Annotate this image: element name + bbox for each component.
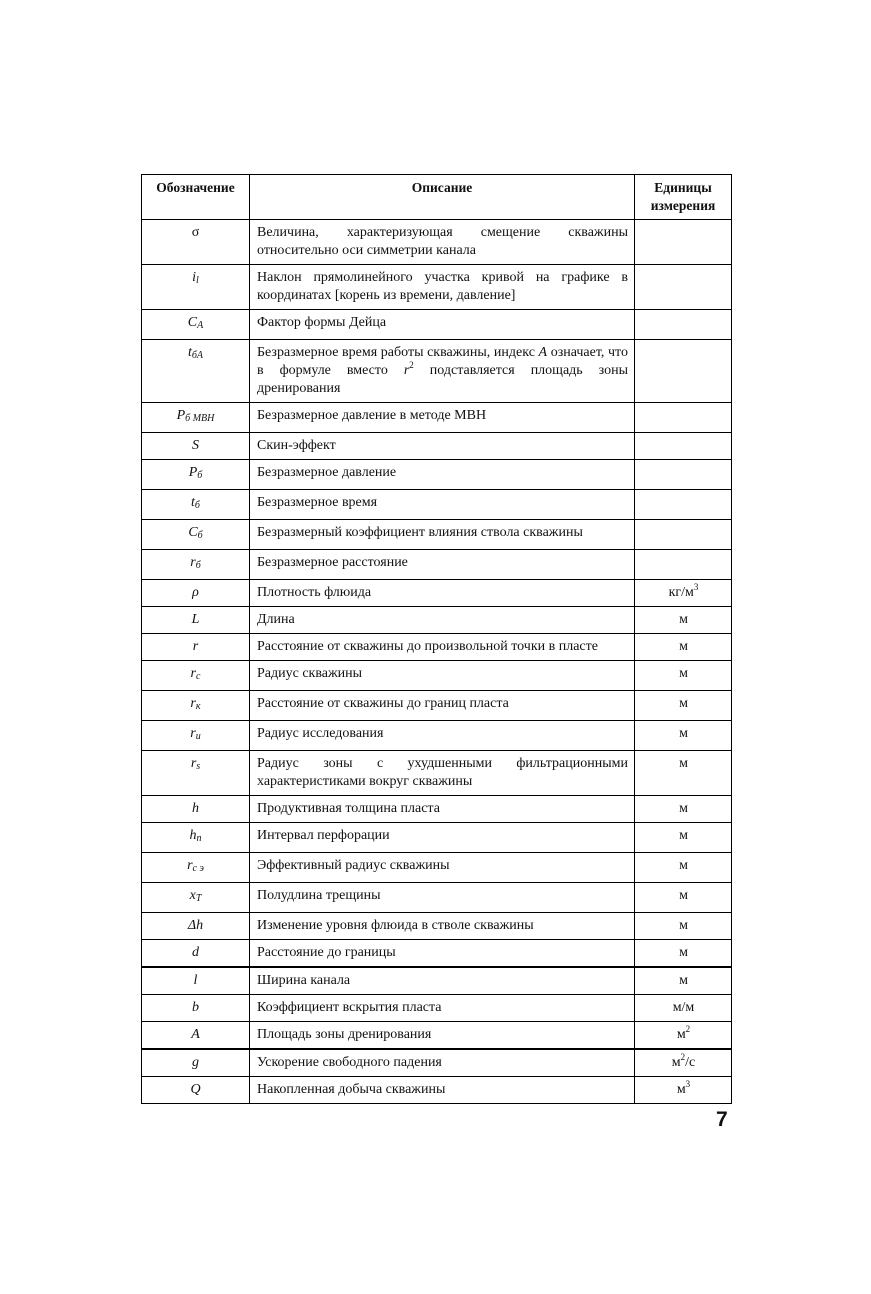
symbol-main: r <box>187 858 193 873</box>
symbol-main: P <box>176 408 186 423</box>
symbol-main: r <box>190 555 196 570</box>
units-cell <box>635 310 732 340</box>
units-cell <box>635 550 732 580</box>
description-cell: Скин-эффект <box>250 433 635 460</box>
symbol-cell <box>142 460 250 490</box>
symbol-cell <box>142 1022 250 1050</box>
description-cell: Ширина канала <box>250 967 635 995</box>
symbol-main: Δh <box>187 918 204 933</box>
table-row <box>142 433 732 460</box>
description-part: r <box>403 363 410 378</box>
unit-exponent: 2 <box>680 1052 686 1062</box>
description-cell: Интервал перфорации <box>250 823 635 853</box>
table-row <box>142 310 732 340</box>
unit-text: м <box>679 918 688 933</box>
description-part: A <box>538 345 548 360</box>
description-cell: Наклон прямолинейного участка кривой на графике в координатах [корень из времени, давление] <box>250 265 635 310</box>
symbol-cell <box>142 1049 250 1077</box>
symbol-main: l <box>193 973 198 988</box>
units-cell <box>635 265 732 310</box>
symbol-cell <box>142 796 250 823</box>
table-row <box>142 967 732 995</box>
symbol-cell <box>142 580 250 607</box>
unit-text: м <box>679 756 688 771</box>
description-cell: Безразмерное время <box>250 490 635 520</box>
unit-text: м <box>679 801 688 816</box>
units-cell <box>635 823 732 853</box>
unit-exponent: 3 <box>693 582 699 592</box>
header-description: Описание <box>250 175 635 220</box>
description-cell: Радиус исследования <box>250 721 635 751</box>
unit-text: м <box>679 973 688 988</box>
symbol-cell <box>142 490 250 520</box>
table-body <box>142 220 732 1104</box>
units-cell <box>635 403 732 433</box>
symbol-cell <box>142 607 250 634</box>
symbols-table <box>141 174 732 1104</box>
table-row <box>142 220 732 265</box>
description-cell: Продуктивная толщина пласта <box>250 796 635 823</box>
description-cell: Расстояние от скважины до произвольной точки в пласте <box>250 634 635 661</box>
description-cell: Изменение уровня флюида в стволе скважины <box>250 913 635 940</box>
symbol-cell <box>142 967 250 995</box>
units-cell <box>635 433 732 460</box>
units-cell <box>635 520 732 550</box>
units-cell <box>635 883 732 913</box>
unit-exponent: 3 <box>685 1079 691 1089</box>
table-row <box>142 265 732 310</box>
symbol-subscript: б <box>195 560 201 571</box>
symbol-main: A <box>191 1027 200 1042</box>
units-cell <box>635 661 732 691</box>
units-cell <box>635 607 732 634</box>
page-number: 7 <box>716 1108 728 1131</box>
symbol-subscript: б <box>197 530 203 541</box>
table-row <box>142 940 732 968</box>
description-cell <box>250 340 635 403</box>
description-cell: Безразмерный коэффициент влияния ствола скважины <box>250 520 635 550</box>
description-cell: Расстояние от скважины до границ пласта <box>250 691 635 721</box>
symbol-main: t <box>187 345 192 360</box>
symbol-main: h <box>189 828 197 843</box>
symbol-cell <box>142 823 250 853</box>
unit-text: м <box>679 888 688 903</box>
symbol-cell <box>142 1077 250 1104</box>
table-row <box>142 490 732 520</box>
description-cell: Величина, характеризующая смещение скважины относительно оси симметрии канала <box>250 220 635 265</box>
unit-text: м <box>676 1082 686 1097</box>
symbol-main: ρ <box>192 585 199 600</box>
description-part: 2 <box>409 360 414 370</box>
symbol-cell <box>142 340 250 403</box>
symbol-cell <box>142 691 250 721</box>
symbol-cell <box>142 721 250 751</box>
symbol-cell <box>142 433 250 460</box>
description-cell: Безразмерное давление <box>250 460 635 490</box>
units-cell <box>635 580 732 607</box>
units-cell <box>635 634 732 661</box>
symbol-cell <box>142 661 250 691</box>
symbol-subscript: к <box>195 701 201 712</box>
table-row <box>142 913 732 940</box>
symbol-main: r <box>190 696 196 711</box>
unit-text: м <box>679 726 688 741</box>
symbol-subscript: T <box>195 893 202 904</box>
symbol-cell <box>142 265 250 310</box>
table-row <box>142 691 732 721</box>
units-cell <box>635 1077 732 1104</box>
symbol-main: r <box>190 666 196 681</box>
table-row <box>142 796 732 823</box>
description-cell: Накопленная добыча скважины <box>250 1077 635 1104</box>
unit-text: м <box>679 858 688 873</box>
table-row <box>142 520 732 550</box>
unit-suffix: /с <box>685 1055 696 1070</box>
description-cell: Радиус скважины <box>250 661 635 691</box>
table-row <box>142 995 732 1022</box>
symbol-main: t <box>191 495 195 510</box>
table-row <box>142 634 732 661</box>
table-row <box>142 403 732 433</box>
description-cell: Ускорение свободного падения <box>250 1049 635 1077</box>
description-cell: Плотность флюида <box>250 580 635 607</box>
unit-text: м <box>679 612 688 627</box>
description-cell: Безразмерное расстояние <box>250 550 635 580</box>
unit-text: м <box>679 828 688 843</box>
symbol-cell <box>142 520 250 550</box>
header-symbol: Обозначение <box>142 175 250 220</box>
symbol-main: x <box>189 888 196 903</box>
symbol-cell <box>142 220 250 265</box>
description-cell: Длина <box>250 607 635 634</box>
description-part: означает, что в формуле вместо <box>257 345 628 378</box>
units-cell <box>635 967 732 995</box>
symbol-main: C <box>187 315 198 330</box>
symbol-subscript: с э <box>192 863 204 874</box>
description-cell: Радиус зоны с ухудшенными фильтрационными характеристиками вокруг скважины <box>250 751 635 796</box>
units-cell <box>635 751 732 796</box>
symbol-subscript: l <box>196 275 199 286</box>
symbol-subscript: A <box>197 320 204 331</box>
table-row <box>142 550 732 580</box>
units-cell <box>635 1049 732 1077</box>
symbol-cell <box>142 751 250 796</box>
symbol-cell <box>142 883 250 913</box>
description-cell: Расстояние до границы <box>250 940 635 968</box>
symbol-subscript: и <box>195 731 201 742</box>
symbol-main: b <box>192 1000 199 1015</box>
table-row <box>142 751 732 796</box>
description-cell: Коэффициент вскрытия пласта <box>250 995 635 1022</box>
symbol-subscript: бA <box>191 350 204 361</box>
units-cell <box>635 995 732 1022</box>
unit-text: м <box>679 945 688 960</box>
symbol-main: Q <box>190 1082 201 1097</box>
symbol-subscript: s <box>196 761 201 772</box>
symbol-main: d <box>192 945 199 960</box>
table-row <box>142 1049 732 1077</box>
description-cell: Безразмерное давление в методе МВН <box>250 403 635 433</box>
unit-text: м <box>679 666 688 681</box>
unit-text: м <box>671 1055 681 1070</box>
symbol-main: h <box>192 801 199 816</box>
symbol-cell <box>142 550 250 580</box>
symbol-cell <box>142 995 250 1022</box>
units-cell <box>635 853 732 883</box>
symbol-cell <box>142 913 250 940</box>
table-row <box>142 580 732 607</box>
unit-text: м <box>679 696 688 711</box>
symbol-main: r <box>190 756 197 771</box>
unit-text: м <box>679 639 688 654</box>
unit-text: м <box>676 1027 686 1042</box>
table-row <box>142 883 732 913</box>
symbol-main: r <box>192 639 199 654</box>
table-row <box>142 607 732 634</box>
symbol-subscript: б <box>194 500 200 511</box>
symbol-main: P <box>188 465 198 480</box>
symbol-subscript: б <box>197 470 203 481</box>
table-row <box>142 823 732 853</box>
table-header-row <box>142 175 732 220</box>
symbol-subscript: б МВН <box>185 413 215 424</box>
symbol-cell <box>142 634 250 661</box>
symbol-main: σ <box>191 225 200 240</box>
symbol-cell <box>142 940 250 968</box>
unit-text: м/м <box>672 1000 695 1015</box>
table-row <box>142 853 732 883</box>
symbol-cell <box>142 310 250 340</box>
units-cell <box>635 796 732 823</box>
symbol-cell <box>142 403 250 433</box>
header-units: Единицы измерения <box>635 175 732 220</box>
description-cell: Полудлина трещины <box>250 883 635 913</box>
unit-exponent: 2 <box>685 1024 691 1034</box>
units-cell <box>635 721 732 751</box>
unit-text: кг/м <box>668 585 694 600</box>
units-cell <box>635 940 732 968</box>
description-part: Безразмерное время работы скважины, индекс <box>257 345 539 360</box>
table-row <box>142 460 732 490</box>
symbol-main: S <box>192 438 199 453</box>
description-cell: Эффективный радиус скважины <box>250 853 635 883</box>
units-cell <box>635 1022 732 1050</box>
table-row <box>142 340 732 403</box>
units-cell <box>635 460 732 490</box>
symbol-subscript: п <box>196 833 202 844</box>
symbol-main: L <box>191 612 200 627</box>
units-cell <box>635 691 732 721</box>
table-row <box>142 1022 732 1050</box>
symbol-main: C <box>188 525 198 540</box>
table-row <box>142 1077 732 1104</box>
description-cell: Площадь зоны дренирования <box>250 1022 635 1050</box>
table-row <box>142 721 732 751</box>
description-part: подставляется площадь зоны дренирования <box>257 363 629 396</box>
symbol-main: g <box>192 1055 199 1070</box>
units-cell <box>635 340 732 403</box>
description-cell: Фактор формы Дейца <box>250 310 635 340</box>
units-cell <box>635 913 732 940</box>
units-cell <box>635 220 732 265</box>
symbol-main: r <box>190 726 196 741</box>
table-row <box>142 661 732 691</box>
symbol-cell <box>142 853 250 883</box>
symbol-main: i <box>192 270 197 285</box>
units-cell <box>635 490 732 520</box>
symbol-subscript: с <box>196 671 201 682</box>
